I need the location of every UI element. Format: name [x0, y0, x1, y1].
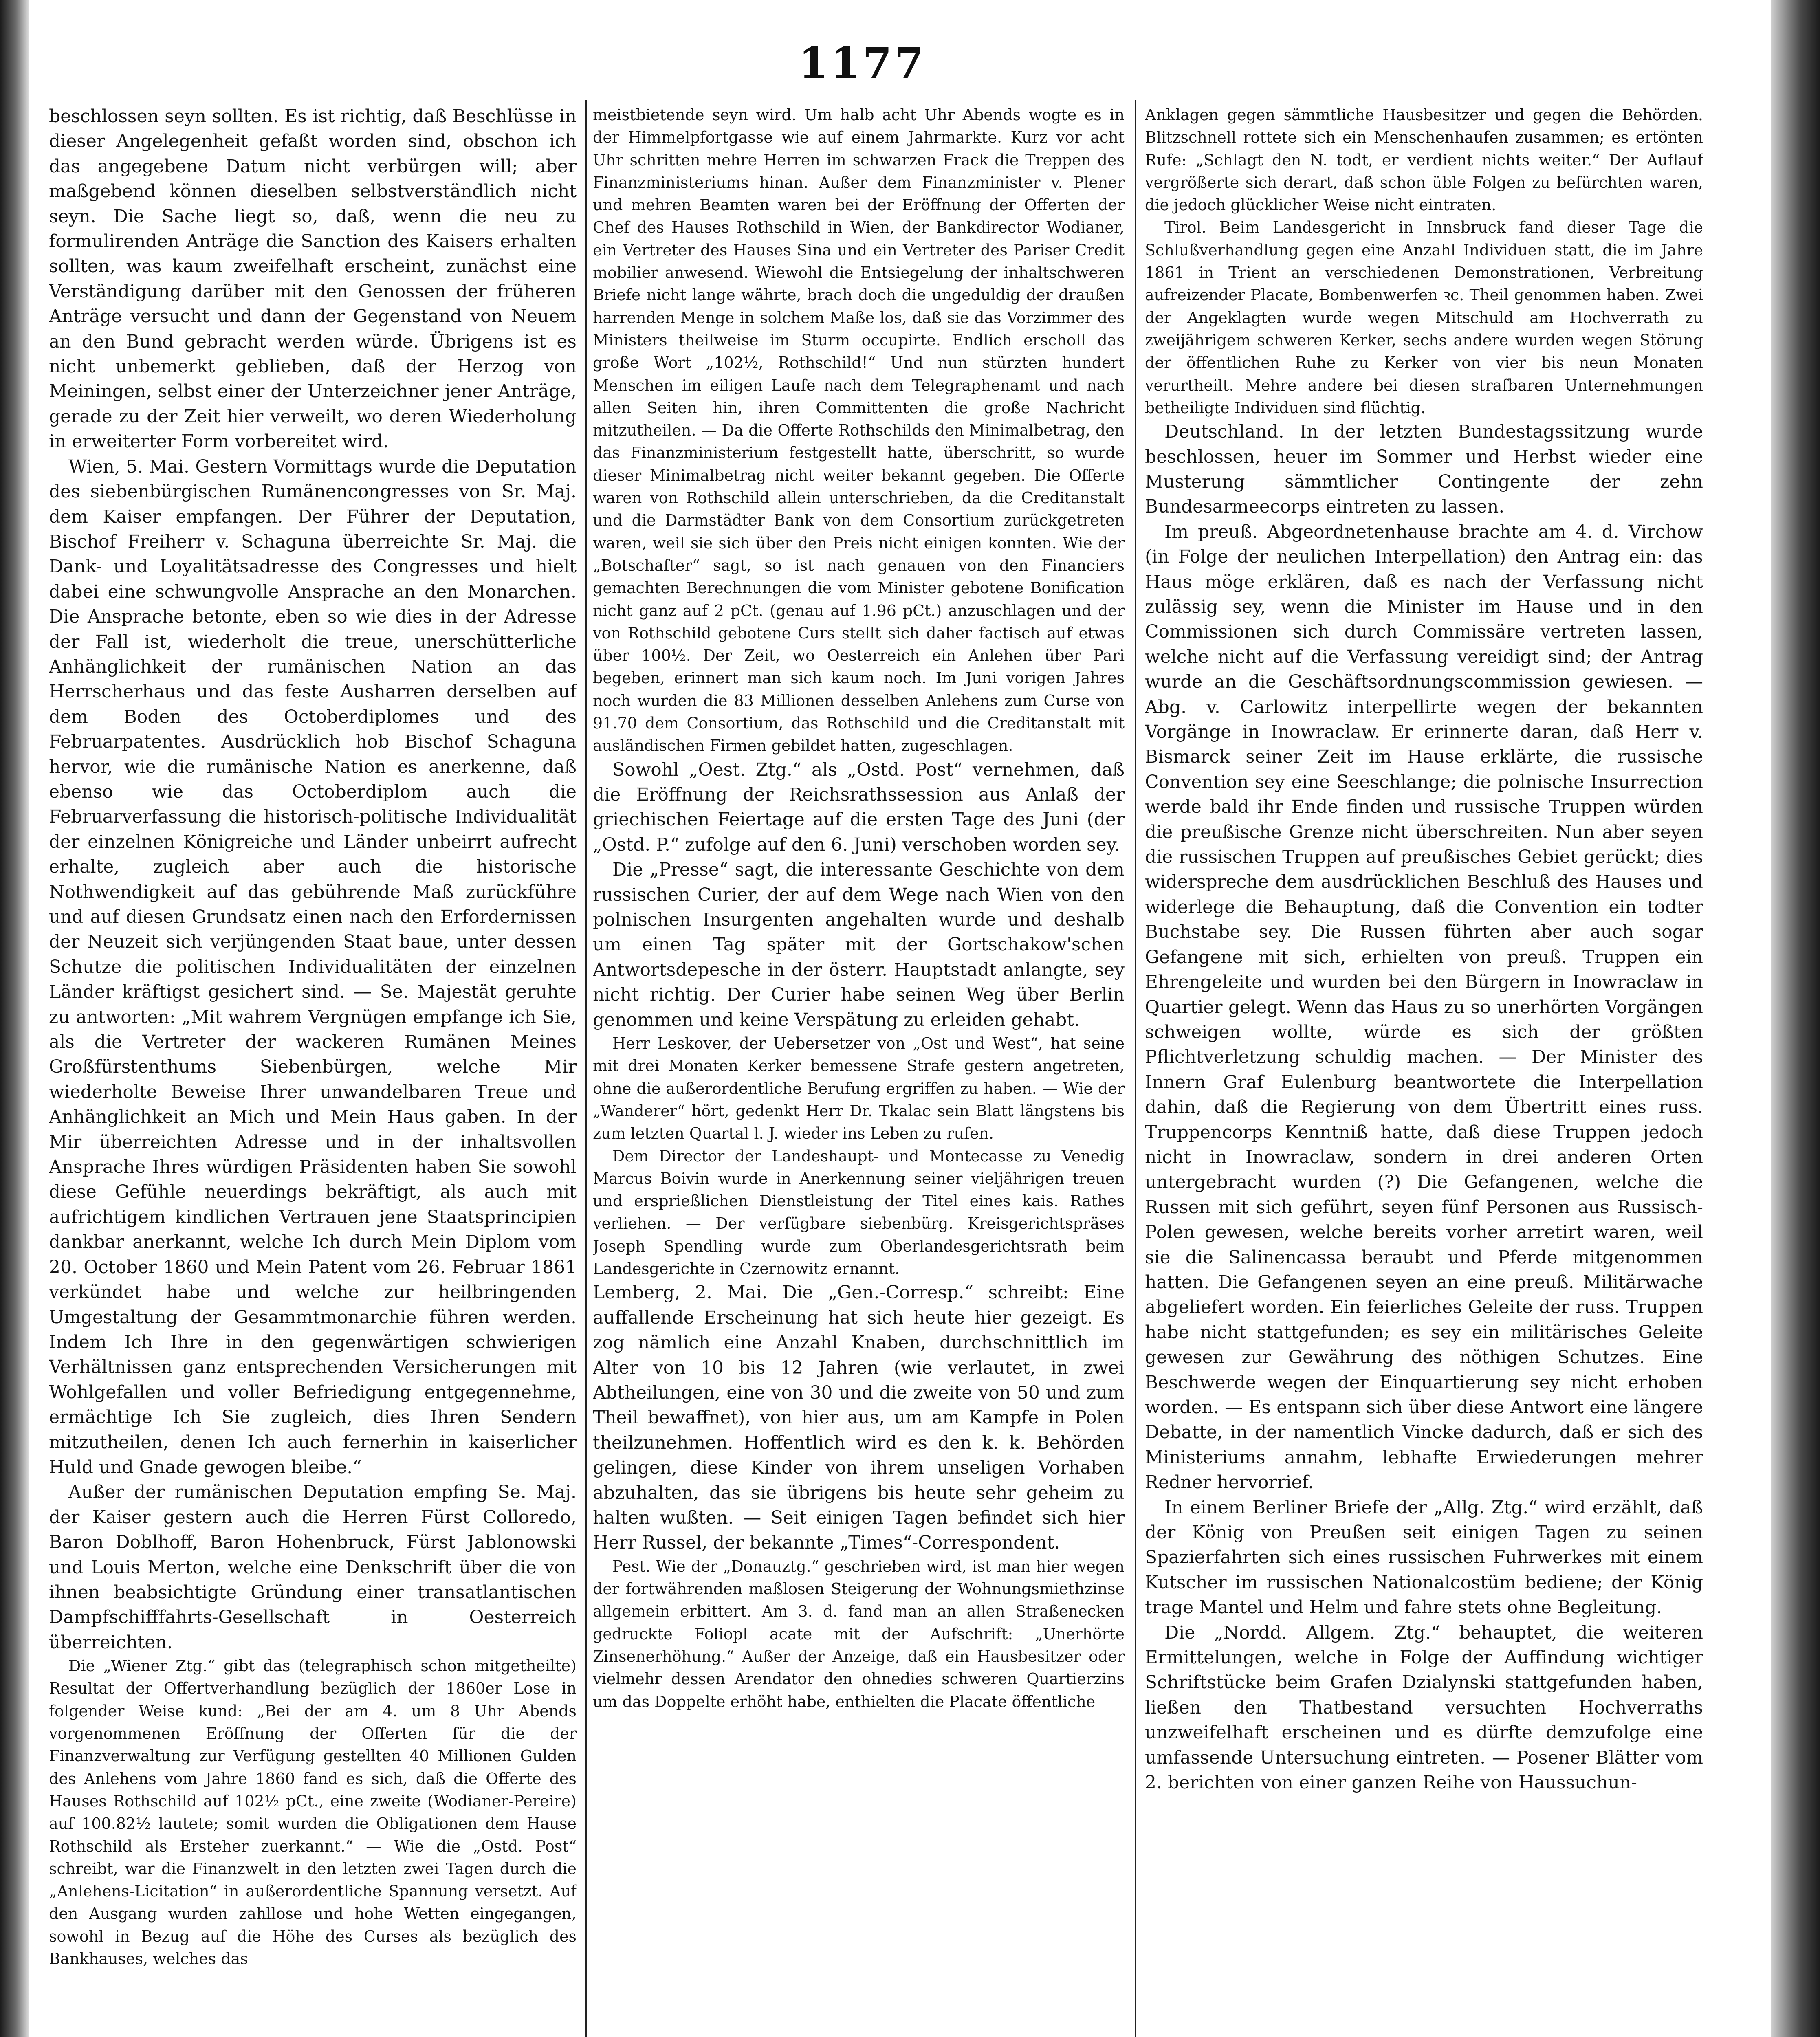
article-paragraph: beschlossen seyn sollten. Es ist richtig, daß Beschlüsse in dieser Angelegenheit gefaßt worden sind, obschon ich das angegebene Datum nicht verbürgen will; aber maßgebend können dieselben selbstverständlich nicht seyn. Die Sache liegt so, daß, wenn die neu zu formulirenden Anträge die Sanction des Kaisers erhalten sollten, was kaum zweifelhaft erscheint, zunächst eine Verständigung darüber mit den Genossen der früheren Anträge versucht und dann der Gegenstand von Neuem an den Bund gebracht werden würde. Übrigens ist es nicht unbemerkt geblieben, daß der Herzog von Meiningen, selbst einer der Unterzeichner jener Anträge, gerade zu der Zeit hier verweilt, wo deren Wiederholung in erweiterter Form vorbereitet wird. [49, 106, 577, 452]
text-column-3 [1145, 104, 1703, 2037]
binding-shadow [0, 0, 29, 2037]
article-paragraph: Außer der rumänischen Deputation empfing Se. Maj. der Kaiser gestern auch die Herren Fürst Colloredo, Baron Doblhoff, Baron Hohenbruck, Fürst Jablonowski und Louis Merton, welche eine Denkschrift über die von ihnen beabsichtigte Gründung einer transatlantischen Dampfschifffahrts-Gesellschaft in Oesterreich überreichten. [49, 1482, 577, 1653]
article-paragraph: Im preuß. Abgeordnetenhause brachte am 4. d. Virchow (in Folge der neulichen Interpellation) den Antrag ein: das Haus möge erklären, daß es nach der Verfassung nicht zulässig sey, wenn die Minister im Hause und in den Commissionen sich durch Commissäre vertreten lassen, welche nicht auf die Verfassung vereidigt sind; der Antrag wurde an die Geschäftsordnungscommission gewiesen. — Abg. v. Carlowitz interpellirte wegen der bekannten Vorgänge in Inowraclaw. Er erinnerte daran, daß Herr v. Bismarck seiner Zeit im Hause erklärte, die russische Convention sey eine Seeschlange; die polnische Insurrection werde bald ihr Ende finden und russische Truppen würden die preußische Grenze nicht überschreiten. Nun aber seyen die russischen Truppen auf preußisches Gebiet gerückt; dies widerspreche dem ausdrücklichen Beschluß des Hauses und widerlege die Behauptung, daß die Convention ein todter Buchstabe sey. Die Russen führten aber auch sogar Gefangene mit sich, erhielten von preuß. Truppen ein Ehrengeleite und wurden bei den Bürgern in Inowraclaw in Quartier gelegt. Wenn das Haus zu so unerhörten Vorgängen schweigen wollte, würde es sich der größten Pflichtverletzung schuldig machen. — Der Minister des Innern Graf Eulenburg beantwortete die Interpellation dahin, daß die Regierung von dem Übertritt eines russ. Truppencorps Kenntniß hatte, daß diese Truppen jedoch nicht in Inowraclaw, sondern in drei anderen Orten untergebracht wurden (?) Die Gefangenen, welche die Russen mit sich geführt, seyen fünf Personen aus Russisch-Polen gewesen, welche bereits vorher arretirt waren, weil sie die Salinencassa beraubt und Pferde mitgenommen hatten. Die Gefangenen seyen an eine preuß. Militärwache abgeliefert worden. Ein feierliches Geleite der russ. Truppen habe nicht stattgefunden; es sey ein militärisches Geleite gewesen zur Gewährung des nöthigen Schutzes. Eine Beschwerde wegen der Einquartierung sey nicht erhoben worden. — Es entspann sich über diese Antwort eine längere Debatte, in der namentlich Vincke dadurch, daß er sich des Ministeriums annahm, lebhafte Erwiederungen mehrer Redner hervorrief. [1145, 521, 1703, 1493]
text-column-2 [593, 104, 1125, 2037]
article-paragraph: Die „Wiener Ztg.“ gibt das (telegraphisch schon mitgetheilte) Resultat der Offertverhandlung bezüglich der 1860er Lose in folgender Weise kund: „Bei der am 4. um 8 Uhr Abends vorgenommenen Eröffnung der Offerten für die der Finanzverwaltung zur Verfügung gestellten 40 Millionen Gulden des Anlehens vom Jahre 1860 fand es sich, daß die Offerte des Hauses Rothschild auf 102½ pCt., eine zweite (Wodianer-Pereire) auf 100.82½ lautete; somit wurden die Obligationen dem Hause Rothschild als Ersteher zuerkannt.“ — Wie die „Ostd. Post“ schreibt, war die Finanzwelt in den letzten zwei Tagen durch die „Anlehens-Licitation“ in außerordentliche Spannung versetzt. Auf den Ausgang wurden zahllose und hohe Wetten eingegangen, sowohl in Bezug auf die Höhe des Curses als bezüglich des Bankhauses, welches das [49, 1657, 577, 1968]
article-paragraph: meistbietende seyn wird. Um halb acht Uhr Abends wogte es in der Himmelpfortgasse wie auf einem Jahrmarkte. Kurz vor acht Uhr schritten mehre Herren im schwarzen Frack die Treppen des Finanzministeriums hinan. Außer dem Finanzminister v. Plener und mehren Beamten waren bei der Eröffnung der Offerten der Chef des Hauses Rothschild in Wien, der Bankdirector Wodianer, ein Vertreter des Hauses Sina und ein Vertreter des Pariser Credit mobilier anwesend. Wiewohl die Entsiegelung der inhaltschweren Briefe nicht lange währte, brach doch die ungeduldig der draußen harrenden Menge in solchem Maße los, daß sie das Vorzimmer des Ministers theilweise im Sturm occupirte. Endlich erscholl das große Wort „102½, Rothschild!“ Und nun stürzten hundert Menschen im eiligen Laufe nach dem Telegraphenamt und nach allen Seiten hin, ihren Committenten die große Nachricht mitzutheilen. — Da die Offerte Rothschilds den Minimalbetrag, den das Finanzministerium festgestellt hatte, überschritt, so wurde dieser Minimalbetrag nicht weiter bekannt gegeben. Die Offerte waren von Rothschild allein unterschrieben, da die Creditanstalt und die Darmstädter Bank von dem Consortium zurückgetreten waren, weil sie sich über den Preis nicht einigen konnten. Wie der „Botschafter“ sagt, so ist nach genauen von den Financiers gemachten Berechnungen die vom Minister gebotene Bonification nicht ganz auf 2 pCt. (genau auf 1.96 pCt.) anzuschlagen und der von Rothschild gebotene Curs stellt sich daher factisch auf etwas über 100½. Der Zeit, wo Oesterreich ein Anlehen über Pari begeben, erinnert man sich kaum noch. Im Juni vorigen Jahres noch wurden die 83 Millionen desselben Anlehens zum Curse von 91.70 dem Consortium, das Rothschild und die Creditanstalt mit ausländischen Firmen gebildet hatten, zugeschlagen. [593, 106, 1125, 755]
article-paragraph: Wien, 5. Mai. Gestern Vormittags wurde die Deputation des siebenbürgischen Rumänencongresses von Sr. Maj. dem Kaiser empfangen. Der Führer der Deputation, Bischof Freiherr v. Schaguna überreichte Sr. Maj. die Dank- und Loyalitätsadresse des Congresses und hielt dabei eine schwungvolle Ansprache an den Monarchen. Die Ansprache betonte, eben so wie dies in der Adresse der Fall ist, wiederholt die treue, unerschütterliche Anhänglichkeit der rumänischen Nation an das Herrscherhaus und das feste Ausharren derselben auf dem Boden des Octoberdiplomes und des Februarpatentes. Ausdrücklich hob Bischof Schaguna hervor, wie die rumänische Nation es anerkenne, daß ebenso wie das Octoberdiplom auch die Februarverfassung die historisch-politische Individualität der einzelnen Königreiche und Länder unbeirrt aufrecht erhalte, zugleich aber auch die historische Nothwendigkeit auf das gebührende Maß zurückführe und auf diesen Grundsatz einen nach den Erfordernissen der Neuzeit sich verjüngenden Staat baue, unter dessen Schutze die politischen Individualitäten der einzelnen Länder kräftigst gesichert sind. — Se. Majestät geruhte zu antworten: „Mit wahrem Vergnügen empfange ich Sie, als die Vertreter der wackeren Rumänen Meines Großfürstenthums Siebenbürgen, welche Mir wiederholte Beweise Ihrer unwandelbaren Treue und Anhänglichkeit an Mich und Mein Haus gaben. In der Mir überreichten Adresse und in der inhaltsvollen Ansprache Ihres würdigen Präsidenten haben Sie sowohl diese Gefühle neuerdings bekräftigt, als auch mit aufrichtigem kindlichen Vertrauen jene Staatsprincipien dankbar anerkannt, welche Ich durch Mein Diplom vom 20. October 1860 und Mein Patent vom 26. Februar 1861 verkündet habe und welche zur heilbringenden Umgestaltung der Gesammtmonarchie führen werden. Indem Ich Ihre in den gegenwärtigen schwierigen Verhältnissen ganz entsprechenden Versicherungen mit Wohlgefallen und voller Befriedigung entgegennehme, ermächtige Ich Sie zugleich, dies Ihren Sendern mitzutheilen, denen Ich auch fernerhin in kaiserlicher Huld und Gnade gewogen bleibe.“ [49, 456, 577, 1478]
article-paragraph: Sowohl „Oest. Ztg.“ als „Ostd. Post“ vernehmen, daß die Eröffnung der Reichsrathssession aus Anlaß der griechischen Feiertage auf die ersten Tage des Juni (der „Ostd. P.“ zufolge auf den 6. Juni) verschoben worden sey. [593, 759, 1125, 855]
article-paragraph: Tirol. Beim Landesgericht in Innsbruck fand dieser Tage die Schlußverhandlung gegen eine Anzahl Individuen statt, die im Jahre 1861 in Trient an verschiedenen Demonstrationen, Verbreitung aufreizender Placate, Bombenwerfen ꝛc. Theil genommen haben. Zwei der Angeklagten wurde wegen Mitschuld am Hochverrath zu zweijährigem schweren Kerker, sechs andere wurden wegen Störung der öffentlichen Ruhe zu Kerker von vier bis neun Monaten verurtheilt. Mehre andere bei diesen strafbaren Unternehmungen betheiligte Individuen sind flüchtig. [1145, 218, 1703, 417]
page-number: 1177 [799, 38, 927, 88]
article-paragraph: In einem Berliner Briefe der „Allg. Ztg.“ wird erzählt, daß der König von Preußen seit einigen Tagen zu seinen Spazierfahrten sich eines russischen Fuhrwerkes mit einem Kutscher im russischen Nationalcostüm bediene; der König trage Mantel und Helm und fahre stets ohne Begleitung. [1145, 1497, 1703, 1618]
page-edge-shadow [1771, 0, 1820, 2037]
column-rule [585, 100, 587, 2037]
article-paragraph: Deutschland. In der letzten Bundestagssitzung wurde beschlossen, heuer im Sommer und Herbst wieder eine Musterung sämmtlicher Contingente der zehn Bundesarmeecorps eintreten zu lassen. [1145, 421, 1703, 517]
article-paragraph: Herr Leskover, der Uebersetzer von „Ost und West“, hat seine mit drei Monaten Kerker bemessene Strafe gestern angetreten, ohne die außerordentliche Berufung ergriffen zu haben. — Wie der „Wanderer“ hört, gedenkt Herr Dr. Tkalac sein Blatt längstens bis zum letzten Quartal l. J. wieder ins Leben zu rufen. [593, 1034, 1125, 1143]
column-rule [1135, 100, 1136, 2037]
article-paragraph: Dem Director der Landeshaupt- und Montecasse zu Venedig Marcus Boivin wurde in Anerkennung seiner vieljährigen treuen und ersprießlichen Dienstleistung der Titel eines kais. Rathes verliehen. — Der verfügbare siebenbürg. Kreisgerichtspräses Joseph Spendling wurde zum Oberlandesgerichtsrath beim Landesgerichte in Czernowitz ernannt. [593, 1147, 1125, 1278]
article-paragraph: Anklagen gegen sämmtliche Hausbesitzer und gegen die Behörden. Blitzschnell rottete sich ein Menschenhaufen zusammen; es ertönten Rufe: „Schlagt den N. todt, er verdient nichts weiter.“ Der Auflauf vergrößerte sich derart, daß schon üble Folgen zu befürchten waren, die jedoch glücklicher Weise nicht eintraten. [1145, 106, 1703, 214]
article-paragraph: Lemberg, 2. Mai. Die „Gen.-Corresp.“ schreibt: Eine auffallende Erscheinung hat sich heute hier gezeigt. Es zog nämlich eine Anzahl Knaben, durchschnittlich im Alter von 10 bis 12 Jahren (wie verlautet, in zwei Abtheilungen, eine von 30 und die zweite von 50 und zum Theil bewaffnet), von hier aus, um am Kampfe in Polen theilzunehmen. Hoffentlich wird es den k. k. Behörden gelingen, diese Kinder von ihrem unseligen Vorhaben abzuhalten, das sie übrigens bis heute sehr geheim zu halten wußten. — Seit einigen Tagen befindet sich hier Herr Russel, der bekannte „Times“-Correspondent. [593, 1282, 1125, 1553]
article-paragraph: Die „Nordd. Allgem. Ztg.“ behauptet, die weiteren Ermittelungen, welche in Folge der Auffindung wichtiger Schriftstücke beim Grafen Dzialynski stattgefunden haben, ließen den Thatbestand versuchten Hochverraths unzweifelhaft erscheinen und es dürfte demzufolge eine umfassende Untersuchung eintreten. — Posener Blätter vom 2. berichten von einer ganzen Reihe von Haussuchun- [1145, 1622, 1703, 1793]
text-column-1 [49, 104, 577, 2037]
article-paragraph: Die „Presse“ sagt, die interessante Geschichte von dem russischen Curier, der auf dem Wege nach Wien von den polnischen Insurgenten angehalten wurde und deshalb um einen Tag später mit der Gortschakow'schen Antwortsdepesche in der österr. Hauptstadt anlangte, sey nicht richtig. Der Curier habe seinen Weg über Berlin genommen und keine Verspätung zu erleiden gehabt. [593, 859, 1125, 1030]
article-paragraph: Pest. Wie der „Donauztg.“ geschrieben wird, ist man hier wegen der fortwährenden maßlosen Steigerung der Wohnungsmiethzinse allgemein erbittert. Am 3. d. fand man an allen Straßenecken gedruckte Foliopl acate mit der Aufschrift: „Unerhörte Zinsenerhöhung.“ Außer der Anzeige, daß ein Hausbesitzer oder vielmehr dessen Arendator den ohnedies schweren Quartierzins um das Doppelte erhöht habe, enthielten die Placate öffentliche [593, 1557, 1125, 1711]
